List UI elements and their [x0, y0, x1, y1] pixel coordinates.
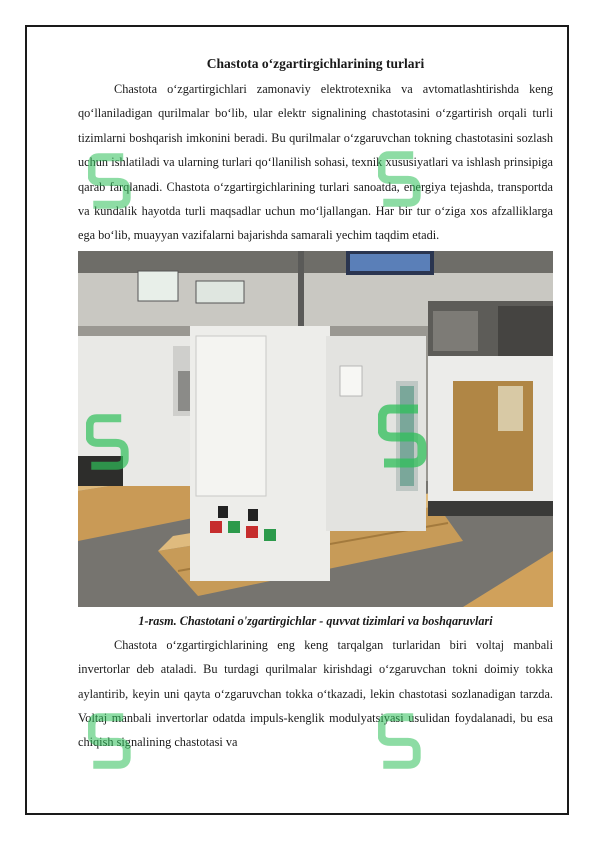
document-body: [78, 55, 553, 755]
frequency-converter-photo: [78, 251, 553, 607]
paragraph-intro: Chastota o‘zgartirgichlari zamonaviy elektrotexnika va avtomatlashtirishda keng qo‘llaniladigan qurilmalar bo‘lib, ular elektr signalining chastotasini o‘zgartirish orqali turli tizimlarni boshqarish imkonini beradi. Bu qurilmalar o‘zgaruvchan tokning chastotasini sozlash uchun ishlatiladi va ularning turlari qo‘llanilish sohasi, texnik xususiyatlari va ishlash prinsipiga qarab farqlanadi. Chastota o‘zgartirgichlarining turlari sanoatda, energiya tejashda, transportda va kundalik hayotda turli maqsadlar uchun mo‘ljallangan. Har bir tur o‘ziga xos afzalliklarga ega bo‘lib, muayyan vazifalarni bajarishda samarali yechim taqdim etadi.: [78, 82, 553, 243]
paragraph-voltage-inverters: Chastota o‘zgartirgichlarining eng keng tarqalgan turlaridan biri voltaj manbali invertorlar deb ataladi. Bu turdagi qurilmalar kirishdagi o‘zgaruvchan tokni doimiy tokka aylantirib, keyin uni qayta o‘zgaruvchan tokka o‘tkazadi, lekin chastotasi sozlanadigan tarzda. Voltaj manbali invertorlar odatda impuls-kenglik modulyatsiyasi usulidan foydalanadi, bu esa chiqish signalining chastotasi va: [78, 637, 553, 750]
page-title: Chastota o‘zgartirgichlarining turlari: [206, 56, 425, 71]
figure-photo: [78, 251, 553, 607]
figure-caption: 1-rasm. Chastotani o'zgartirgichlar - quvvat tizimlari va boshqaruvlari: [138, 613, 493, 628]
